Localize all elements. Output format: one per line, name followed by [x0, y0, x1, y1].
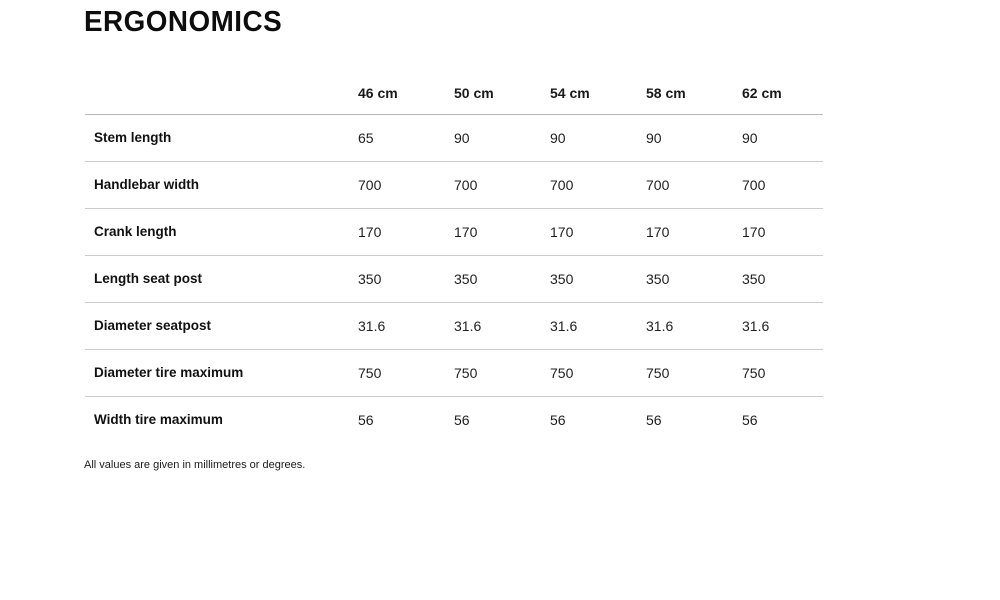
value-cell: 170	[646, 208, 742, 255]
value-cell: 700	[646, 161, 742, 208]
value-cell: 56	[742, 411, 758, 428]
column-header-size: 54 cm	[550, 75, 646, 114]
table-row	[85, 349, 823, 396]
value-cell: 170	[358, 208, 454, 255]
value-cell: 31.6	[550, 302, 646, 349]
value-cell: 700	[454, 161, 550, 208]
row-label: Width tire maximum	[94, 412, 223, 428]
value-cell: 31.6	[358, 302, 454, 349]
value-cell: 700	[742, 161, 823, 208]
table-header-row	[85, 75, 823, 114]
column-header-blank	[85, 75, 358, 114]
value-cell: 350	[550, 255, 646, 302]
value-cell: 56	[358, 411, 374, 428]
column-header-size: 50 cm	[454, 75, 550, 114]
row-label: Diameter seatpost	[85, 302, 358, 349]
value-cell: 56	[646, 411, 662, 428]
value-cell: 700	[550, 161, 646, 208]
row-label: Stem length	[85, 114, 358, 161]
row-label: Handlebar width	[85, 161, 358, 208]
value-cell: 90	[646, 114, 742, 161]
table-row	[85, 114, 823, 161]
table-row	[85, 161, 823, 208]
column-header-size: 46 cm	[358, 75, 454, 114]
table-row	[85, 302, 823, 349]
section-title: ERGONOMICS	[84, 6, 283, 38]
value-cell: 700	[358, 161, 454, 208]
value-cell: 750	[358, 349, 454, 396]
table-row	[85, 208, 823, 255]
value-cell: 350	[742, 255, 823, 302]
table-row	[85, 396, 823, 443]
value-cell: 90	[550, 114, 646, 161]
value-cell: 350	[358, 255, 454, 302]
value-cell: 31.6	[454, 302, 550, 349]
row-label: Length seat post	[85, 255, 358, 302]
row-label: Diameter tire maximum	[85, 349, 358, 396]
value-cell: 750	[550, 349, 646, 396]
ergonomics-table	[85, 75, 823, 443]
value-cell: 170	[454, 208, 550, 255]
value-cell: 350	[646, 255, 742, 302]
value-cell: 90	[454, 114, 550, 161]
value-cell: 31.6	[646, 302, 742, 349]
value-cell: 90	[742, 114, 823, 161]
value-cell: 750	[454, 349, 550, 396]
table-row	[85, 255, 823, 302]
value-cell: 56	[454, 411, 470, 428]
value-cell: 65	[358, 114, 454, 161]
value-cell: 170	[742, 208, 823, 255]
value-cell: 750	[742, 349, 823, 396]
table-footnote: All values are given in millimetres or degrees.	[84, 459, 306, 471]
row-label: Crank length	[85, 208, 358, 255]
column-header-size: 58 cm	[646, 75, 742, 114]
column-header-size: 62 cm	[742, 75, 823, 114]
value-cell: 170	[550, 208, 646, 255]
value-cell: 750	[646, 349, 742, 396]
value-cell: 31.6	[742, 302, 823, 349]
value-cell: 56	[550, 411, 566, 428]
value-cell: 350	[454, 255, 550, 302]
